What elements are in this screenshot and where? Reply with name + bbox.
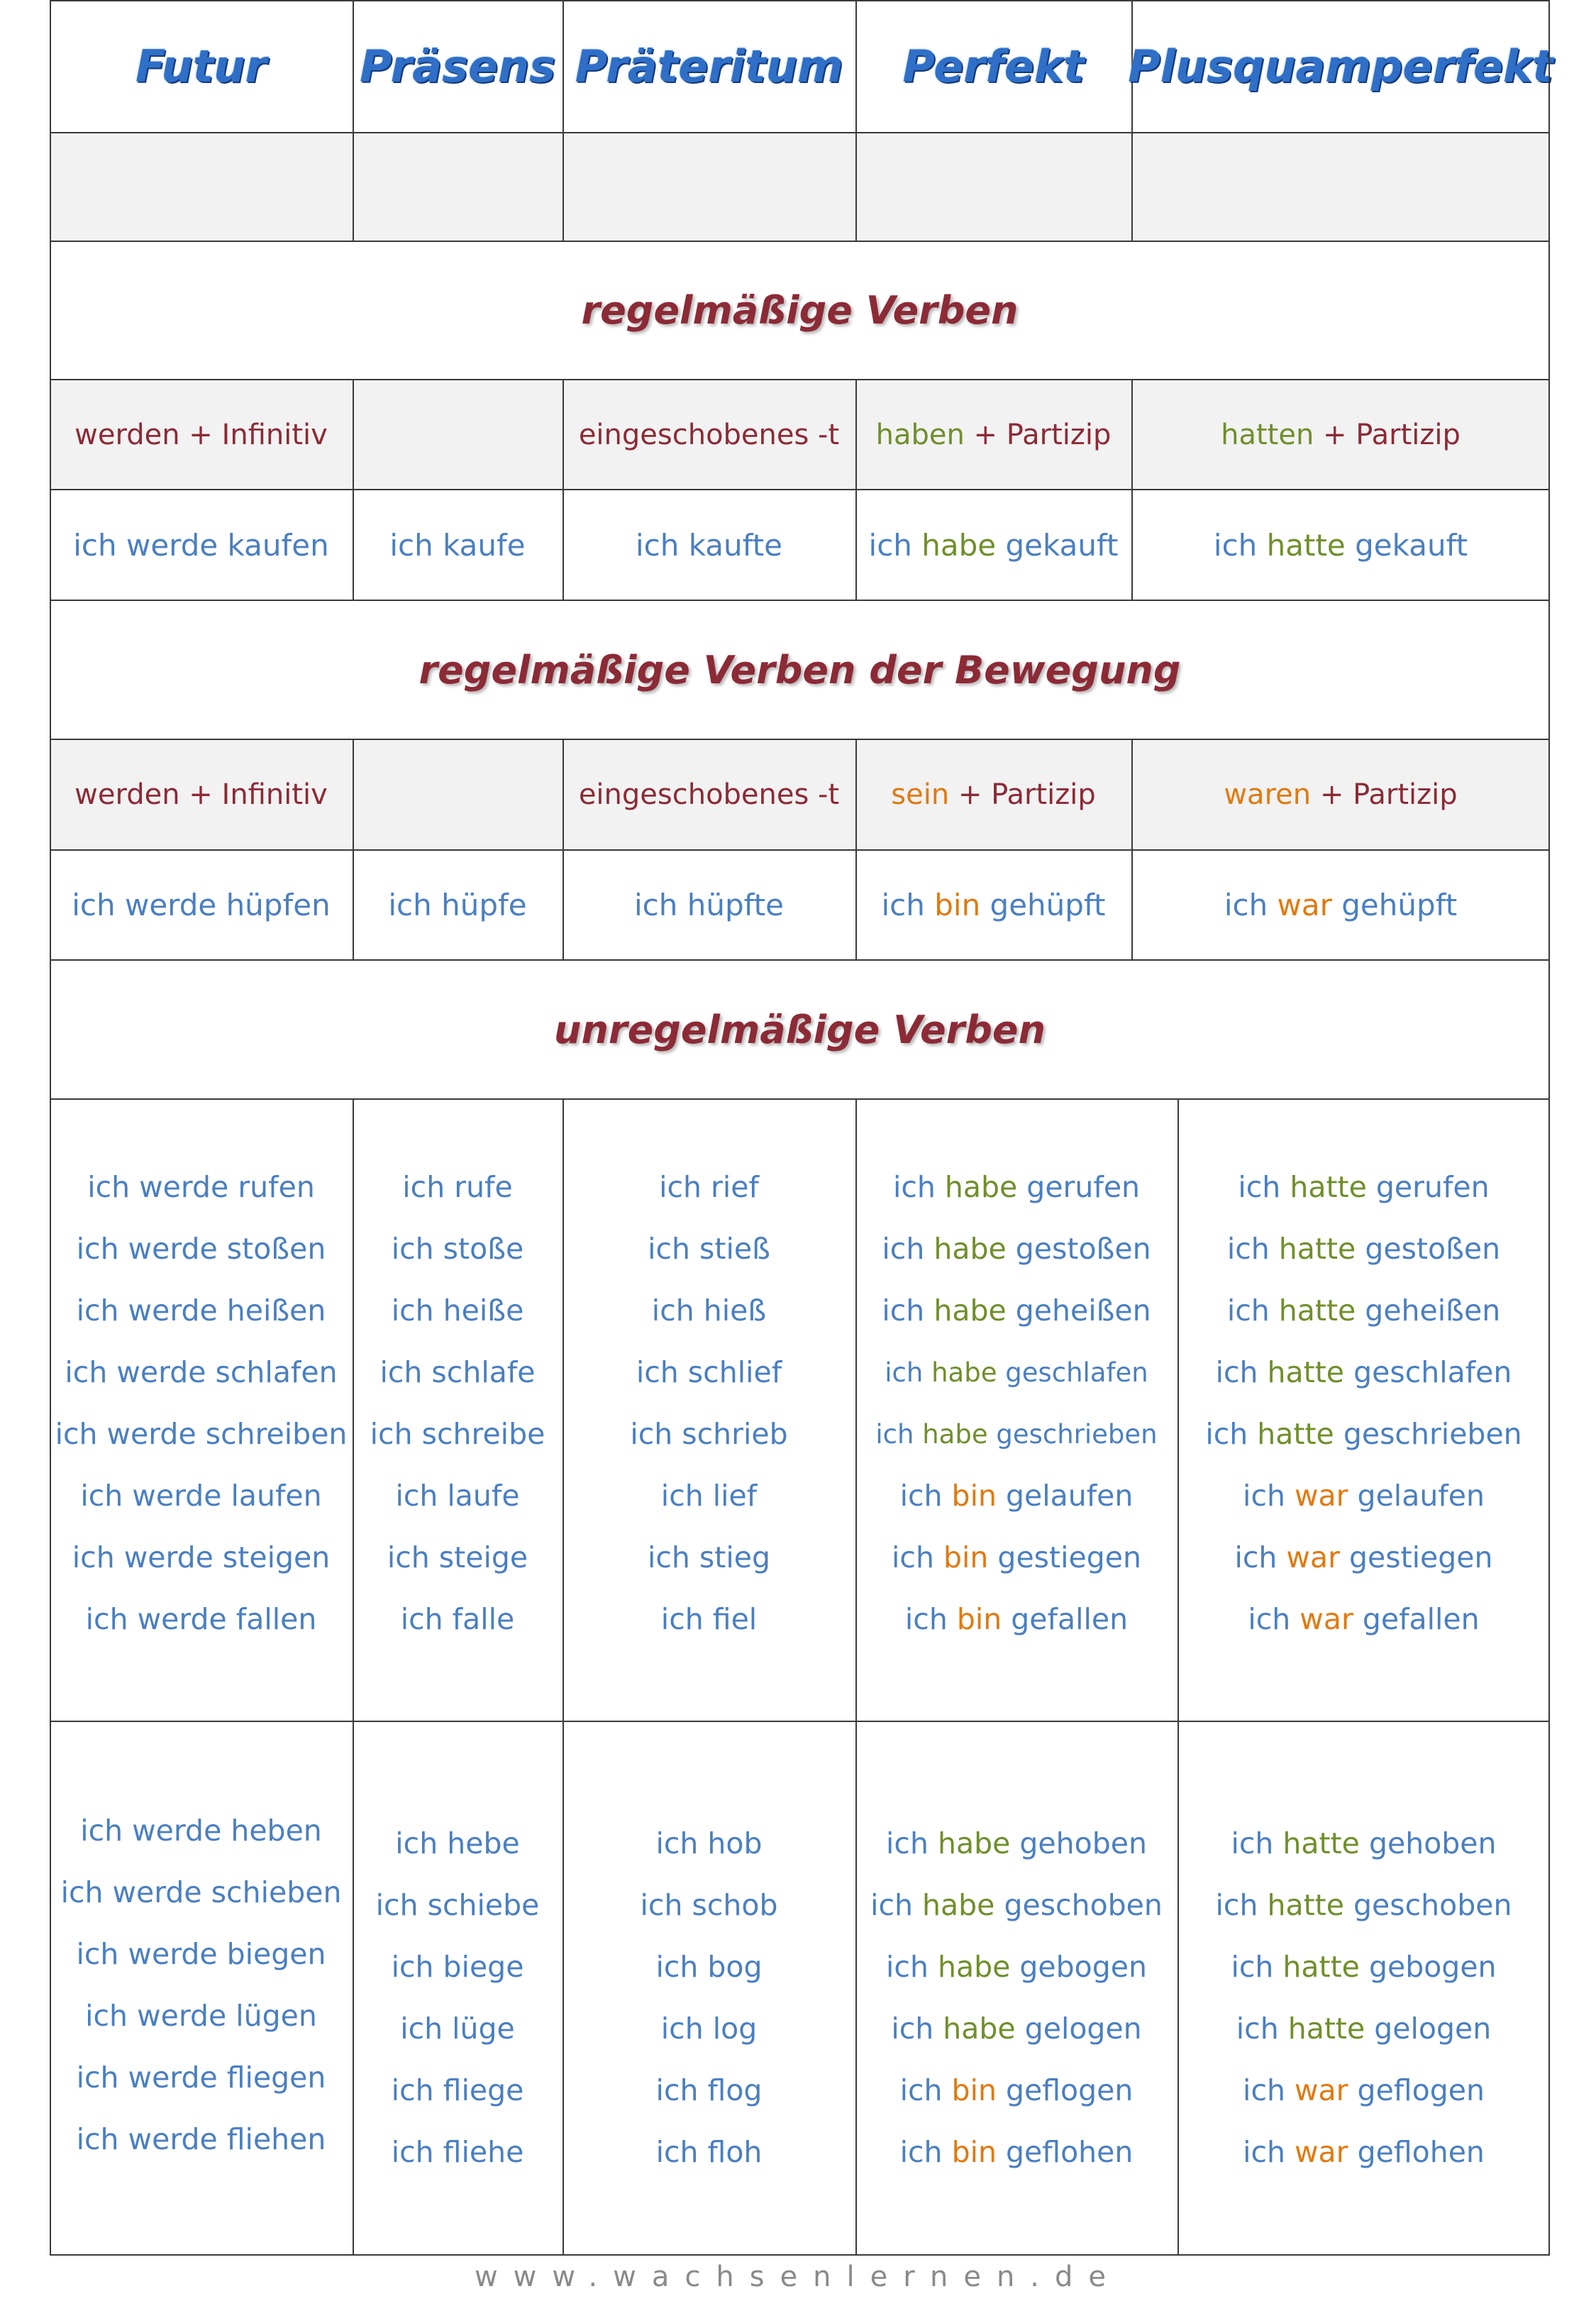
example-row-regular bbox=[50, 490, 1550, 601]
section-regular bbox=[50, 242, 1550, 380]
verb-form-futur: ich werde schlafen bbox=[65, 1355, 338, 1389]
example-plusquamperfekt: ich hatte gekauft bbox=[1213, 527, 1468, 563]
footer-url: www.wachsenlernen.de bbox=[474, 2261, 1122, 2293]
irregular-column-praesens bbox=[353, 1157, 563, 1650]
verb-form-praesens: ich lüge bbox=[400, 2012, 515, 2046]
section-title-regular: regelmäßige Verben bbox=[581, 288, 1019, 333]
verb-form-praeteritum: ich schrieb bbox=[630, 1417, 788, 1451]
verb-form-praesens: ich hebe bbox=[395, 1826, 520, 1860]
rule-row-regular bbox=[50, 380, 1550, 490]
header-row bbox=[50, 0, 1553, 133]
verb-form-plusquamperfekt: ich hatte geheißen bbox=[1226, 1293, 1501, 1328]
verb-form-perfekt: ich bin gefallen bbox=[904, 1602, 1129, 1636]
rule-futur: werden + Infinitiv bbox=[74, 418, 328, 451]
irregular-column-praeteritum bbox=[563, 1813, 855, 2183]
empty-row bbox=[50, 133, 1550, 242]
verb-form-perfekt: ich habe gelogen bbox=[891, 2012, 1142, 2046]
verb-form-praesens: ich fliehe bbox=[391, 2135, 524, 2169]
verb-form-praeteritum: ich bog bbox=[655, 1950, 763, 1984]
verb-form-praeteritum: ich floh bbox=[655, 2135, 763, 2169]
irregular-column-praesens bbox=[353, 1813, 563, 2183]
verb-form-plusquamperfekt: ich war gestiegen bbox=[1234, 1540, 1493, 1574]
irregular-column-plusquamperfekt bbox=[1177, 1157, 1550, 1650]
verb-form-perfekt: ich habe gehoben bbox=[886, 1826, 1147, 1860]
verb-form-plusquamperfekt: ich war gefallen bbox=[1248, 1602, 1480, 1636]
column-header-perfekt: Perfekt bbox=[902, 40, 1085, 92]
verb-form-futur: ich werde heben bbox=[80, 1814, 322, 1848]
section-motion bbox=[50, 601, 1550, 740]
verb-form-plusquamperfekt: ich war gelaufen bbox=[1243, 1479, 1485, 1513]
rule-plusquamperfekt: hatten + Partizip bbox=[1221, 418, 1461, 451]
verb-form-praeteritum: ich schob bbox=[640, 1888, 778, 1922]
verb-form-plusquamperfekt: ich hatte gestoßen bbox=[1226, 1232, 1501, 1266]
example-praesens: ich hüpfe bbox=[388, 888, 527, 922]
example-praeteritum: ich kaufte bbox=[635, 527, 783, 563]
verb-form-futur: ich werde lügen bbox=[85, 1999, 317, 2033]
verb-form-plusquamperfekt: ich hatte gelogen bbox=[1236, 2012, 1492, 2046]
rule-praeteritum: eingeschobenes -t bbox=[578, 418, 840, 451]
rule-row-motion bbox=[50, 740, 1550, 851]
verb-form-praeteritum: ich stieß bbox=[648, 1232, 770, 1266]
verb-form-perfekt: ich bin gestiegen bbox=[892, 1540, 1141, 1574]
section-irregular bbox=[50, 961, 1550, 1100]
column-header-futur: Futur bbox=[135, 40, 267, 92]
verb-form-praeteritum: ich schlief bbox=[636, 1355, 782, 1389]
verb-form-perfekt: ich habe gestoßen bbox=[882, 1232, 1151, 1266]
verb-form-plusquamperfekt: ich war geflohen bbox=[1243, 2135, 1485, 2169]
verb-form-praesens: ich biege bbox=[391, 1950, 524, 1984]
irregular-column-perfekt bbox=[855, 1813, 1177, 2183]
irregular-column-futur bbox=[50, 1157, 353, 1650]
verb-form-praeteritum: ich log bbox=[660, 2012, 758, 2046]
verb-form-futur: ich werde fliegen bbox=[76, 2060, 326, 2095]
example-futur: ich werde kaufen bbox=[73, 527, 329, 563]
verb-form-futur: ich werde schieben bbox=[60, 1875, 342, 1909]
verb-form-plusquamperfekt: ich hatte geschoben bbox=[1215, 1888, 1512, 1922]
verb-form-praeteritum: ich flog bbox=[655, 2073, 763, 2107]
verb-form-perfekt: ich habe geschlafen bbox=[885, 1357, 1148, 1388]
example-plusquamperfekt: ich war gehüpft bbox=[1224, 888, 1458, 922]
verb-form-praesens: ich schreibe bbox=[370, 1417, 545, 1451]
rule-perfekt: haben + Partizip bbox=[875, 418, 1112, 451]
example-perfekt: ich bin gehüpft bbox=[881, 888, 1106, 922]
verb-form-plusquamperfekt: ich hatte geschlafen bbox=[1215, 1355, 1512, 1389]
irregular-block-2 bbox=[50, 1722, 1550, 2256]
verb-form-praesens: ich rufe bbox=[402, 1170, 513, 1204]
verb-form-futur: ich werde rufen bbox=[87, 1170, 315, 1204]
rule-praeteritum: eingeschobenes -t bbox=[578, 778, 840, 811]
verb-form-futur: ich werde biegen bbox=[76, 1937, 326, 1971]
verb-form-praeteritum: ich lief bbox=[660, 1479, 758, 1513]
verb-form-perfekt: ich habe geheißen bbox=[882, 1293, 1151, 1328]
verb-form-plusquamperfekt: ich war geflogen bbox=[1243, 2073, 1485, 2107]
verb-form-praeteritum: ich hob bbox=[655, 1826, 763, 1860]
verb-form-praeteritum: ich rief bbox=[659, 1170, 759, 1204]
verb-form-futur: ich werde fallen bbox=[85, 1602, 317, 1636]
irregular-column-praeteritum bbox=[563, 1157, 855, 1650]
column-header-praeteritum: Präteritum bbox=[575, 40, 843, 92]
verb-form-perfekt: ich bin gelaufen bbox=[899, 1479, 1134, 1513]
irregular-column-futur bbox=[50, 1800, 353, 2170]
verb-form-plusquamperfekt: ich hatte geschrieben bbox=[1205, 1417, 1522, 1451]
verb-form-praesens: ich schlafe bbox=[379, 1355, 536, 1389]
verb-form-perfekt: ich habe geschoben bbox=[870, 1888, 1163, 1922]
verb-form-praesens: ich stoße bbox=[391, 1232, 524, 1266]
verb-form-futur: ich werde steigen bbox=[72, 1540, 331, 1574]
verb-form-futur: ich werde heißen bbox=[76, 1293, 326, 1328]
verb-form-praesens: ich schiebe bbox=[375, 1888, 540, 1922]
example-row-motion bbox=[50, 851, 1550, 961]
irregular-column-perfekt bbox=[855, 1157, 1177, 1650]
verb-form-perfekt: ich habe gebogen bbox=[886, 1950, 1147, 1984]
verb-form-praesens: ich fliege bbox=[391, 2073, 524, 2107]
example-praesens: ich kaufe bbox=[389, 527, 526, 563]
verb-form-futur: ich werde fliehen bbox=[76, 2122, 326, 2156]
verb-form-plusquamperfekt: ich hatte gerufen bbox=[1238, 1170, 1490, 1204]
verb-form-praeteritum: ich fiel bbox=[660, 1602, 758, 1636]
rule-plusquamperfekt: waren + Partizip bbox=[1224, 778, 1458, 811]
verb-form-plusquamperfekt: ich hatte gehoben bbox=[1231, 1826, 1497, 1860]
verb-form-futur: ich werde stoßen bbox=[76, 1232, 326, 1266]
rule-perfekt: sein + Partizip bbox=[891, 778, 1096, 811]
section-title-motion: regelmäßige Verben der Bewegung bbox=[419, 647, 1181, 693]
rule-futur: werden + Infinitiv bbox=[74, 778, 328, 811]
verb-form-praesens: ich steige bbox=[387, 1540, 528, 1574]
verb-form-praesens: ich laufe bbox=[395, 1479, 520, 1513]
example-perfekt: ich habe gekauft bbox=[868, 527, 1119, 563]
irregular-block-1 bbox=[50, 1100, 1550, 1722]
verb-form-plusquamperfekt: ich hatte gebogen bbox=[1231, 1950, 1497, 1984]
column-header-praesens: Präsens bbox=[360, 40, 555, 92]
section-title-irregular: unregelmäßige Verben bbox=[554, 1007, 1046, 1052]
verb-form-praeteritum: ich hieß bbox=[651, 1293, 767, 1328]
verb-form-perfekt: ich habe geschrieben bbox=[875, 1419, 1158, 1450]
verb-form-praeteritum: ich stieg bbox=[647, 1540, 771, 1574]
verb-form-futur: ich werde laufen bbox=[80, 1479, 322, 1513]
verb-form-perfekt: ich habe gerufen bbox=[892, 1170, 1141, 1204]
verb-form-praesens: ich heiße bbox=[391, 1293, 524, 1328]
verb-form-perfekt: ich bin geflohen bbox=[899, 2135, 1134, 2169]
irregular-column-plusquamperfekt bbox=[1177, 1813, 1550, 2183]
verb-form-futur: ich werde schreiben bbox=[55, 1417, 348, 1451]
column-header-plusquamperfekt: Plusquamperfekt bbox=[1128, 40, 1553, 92]
example-praeteritum: ich hüpfte bbox=[634, 888, 784, 922]
example-futur: ich werde hüpfen bbox=[72, 888, 331, 922]
verb-form-perfekt: ich bin geflogen bbox=[899, 2073, 1134, 2107]
verb-form-praesens: ich falle bbox=[400, 1602, 515, 1636]
